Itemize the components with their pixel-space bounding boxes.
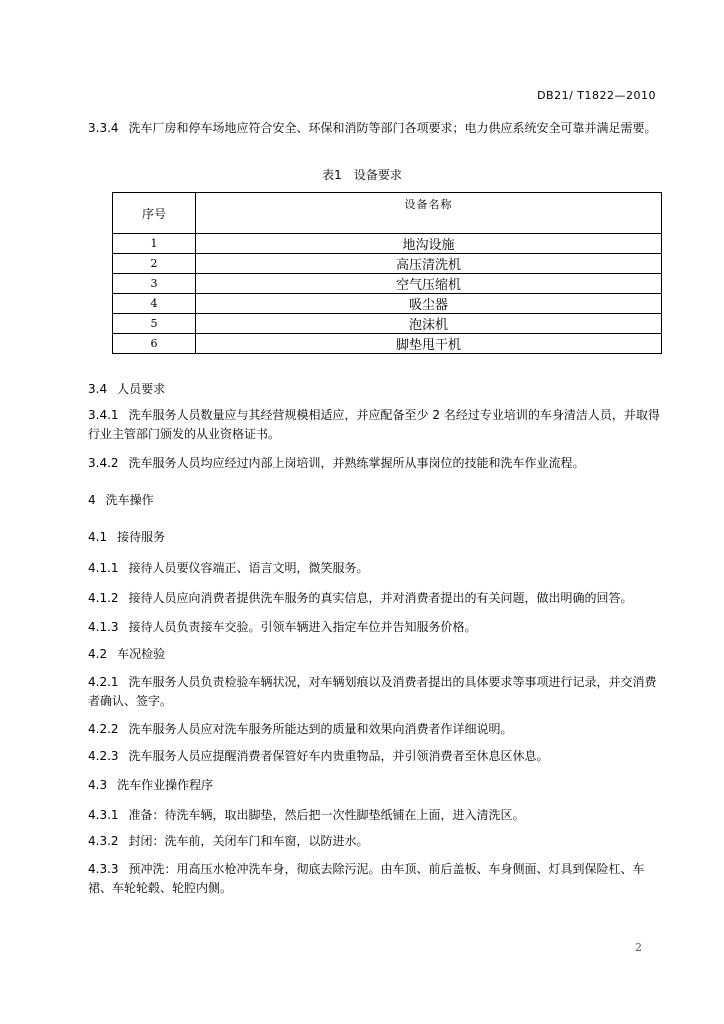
clause-number: 3.4.2 bbox=[88, 456, 119, 470]
clause-text: 接待人员应向消费者提供洗车服务的真实信息，并对消费者提出的有关问题，做出明确的回答。 bbox=[128, 591, 633, 605]
section-4-heading bbox=[88, 491, 660, 510]
section-number: 4.1 bbox=[88, 530, 108, 544]
clause-text: 预冲洗：用高压水枪冲洗车身，彻底去除污泥。由车顶、前后盖板、车身侧面、灯具到保险杠、车裙、车轮轮毂、轮腔内侧。 bbox=[88, 862, 645, 895]
row-serial: 2 bbox=[113, 254, 196, 274]
section-title: 车况检验 bbox=[117, 647, 166, 661]
clause-4-3-2 bbox=[88, 832, 660, 851]
table-caption-title: 设备要求 bbox=[353, 168, 402, 182]
clause-3-3-4 bbox=[88, 119, 660, 138]
clause-text: 洗车服务人员应对洗车服务所能达到的质量和效果向消费者作详细说明。 bbox=[128, 722, 513, 736]
section-number: 4.3 bbox=[88, 778, 108, 792]
clause-number: 4.1.3 bbox=[88, 620, 119, 634]
section-title: 人员要求 bbox=[117, 382, 166, 396]
header-serial-number: 序号 bbox=[113, 193, 196, 234]
table-caption bbox=[0, 166, 724, 183]
clause-text: 洗车服务人员数量应与其经营规模相适应，并应配备至少 2 名经过专业培训的车身清洁人员，并取得行业主管部门颁发的从业资格证书。 bbox=[88, 408, 660, 441]
table-row bbox=[113, 234, 662, 254]
clause-text: 接待人员要仪容端正、语言文明，微笑服务。 bbox=[128, 561, 369, 575]
row-equipment: 泡沫机 bbox=[196, 314, 662, 334]
section-3-4-heading bbox=[88, 380, 660, 399]
table-row bbox=[113, 254, 662, 274]
clause-4-1-3 bbox=[88, 618, 660, 637]
clause-number: 4.2.3 bbox=[88, 749, 119, 763]
section-4-1-heading bbox=[88, 528, 660, 547]
section-title: 洗车操作 bbox=[105, 493, 154, 507]
clause-text: 接待人员负责接车交验。引领车辆进入指定车位并告知服务价格。 bbox=[128, 620, 477, 634]
clause-number: 4.2.2 bbox=[88, 722, 119, 736]
page-number: 2 bbox=[635, 941, 642, 954]
header-equipment-name: 设备名称 bbox=[196, 193, 662, 234]
table-row bbox=[113, 274, 662, 294]
section-number: 4 bbox=[88, 493, 96, 507]
row-equipment: 高压清洗机 bbox=[196, 254, 662, 274]
row-serial: 3 bbox=[113, 274, 196, 294]
clause-text: 准备：待洗车辆，取出脚垫，然后把一次性脚垫纸铺在上面，进入清洗区。 bbox=[128, 808, 525, 822]
clause-number: 3.4.1 bbox=[88, 408, 119, 422]
clause-text: 封闭：洗车前，关闭车门和车窗，以防进水。 bbox=[128, 834, 369, 848]
clause-text: 洗车厂房和停车场地应符合安全、环保和消防等部门各项要求；电力供应系统安全可靠并满足需要。 bbox=[128, 121, 657, 135]
table-caption-number: 表1 bbox=[322, 168, 342, 182]
clause-3-4-2 bbox=[88, 454, 660, 473]
row-equipment: 吸尘器 bbox=[196, 294, 662, 314]
clause-number: 4.1.2 bbox=[88, 591, 119, 605]
row-serial: 1 bbox=[113, 234, 196, 254]
clause-number: 4.2.1 bbox=[88, 675, 119, 689]
table-row bbox=[113, 314, 662, 334]
row-equipment: 地沟设施 bbox=[196, 234, 662, 254]
row-equipment: 空气压缩机 bbox=[196, 274, 662, 294]
clause-4-2-1 bbox=[88, 673, 660, 711]
row-equipment: 脚垫甩干机 bbox=[196, 334, 662, 354]
clause-number: 3.3.4 bbox=[88, 121, 119, 135]
section-4-2-heading bbox=[88, 645, 660, 664]
equipment-table bbox=[112, 192, 662, 354]
table-header-row bbox=[113, 193, 662, 234]
clause-text: 洗车服务人员负责检验车辆状况，对车辆划痕以及消费者提出的具体要求等事项进行记录，并交消费者确认、签字。 bbox=[88, 675, 657, 708]
clause-4-1-1 bbox=[88, 559, 660, 578]
clause-4-3-3 bbox=[88, 860, 660, 898]
clause-4-2-2 bbox=[88, 720, 660, 739]
clause-number: 4.3.3 bbox=[88, 862, 119, 876]
clause-number: 4.3.1 bbox=[88, 808, 119, 822]
section-title: 洗车作业操作程序 bbox=[117, 778, 214, 792]
section-title: 接待服务 bbox=[117, 530, 166, 544]
row-serial: 6 bbox=[113, 334, 196, 354]
row-serial: 4 bbox=[113, 294, 196, 314]
clause-4-1-2 bbox=[88, 589, 678, 608]
clause-text: 洗车服务人员应提醒消费者保管好车内贵重物品，并引领消费者至休息区休息。 bbox=[128, 749, 549, 763]
clause-number: 4.1.1 bbox=[88, 561, 119, 575]
clause-4-3-1 bbox=[88, 806, 660, 825]
clause-number: 4.3.2 bbox=[88, 834, 119, 848]
row-serial: 5 bbox=[113, 314, 196, 334]
table-row bbox=[113, 334, 662, 354]
clause-text: 洗车服务人员均应经过内部上岗培训，并熟练掌握所从事岗位的技能和洗车作业流程。 bbox=[128, 456, 585, 470]
section-number: 3.4 bbox=[88, 382, 108, 396]
section-4-3-heading bbox=[88, 776, 660, 795]
clause-3-4-1 bbox=[88, 406, 660, 444]
table-row bbox=[113, 294, 662, 314]
clause-4-2-3 bbox=[88, 747, 660, 766]
section-number: 4.2 bbox=[88, 647, 108, 661]
document-code: DB21/ T1822—2010 bbox=[537, 89, 656, 102]
